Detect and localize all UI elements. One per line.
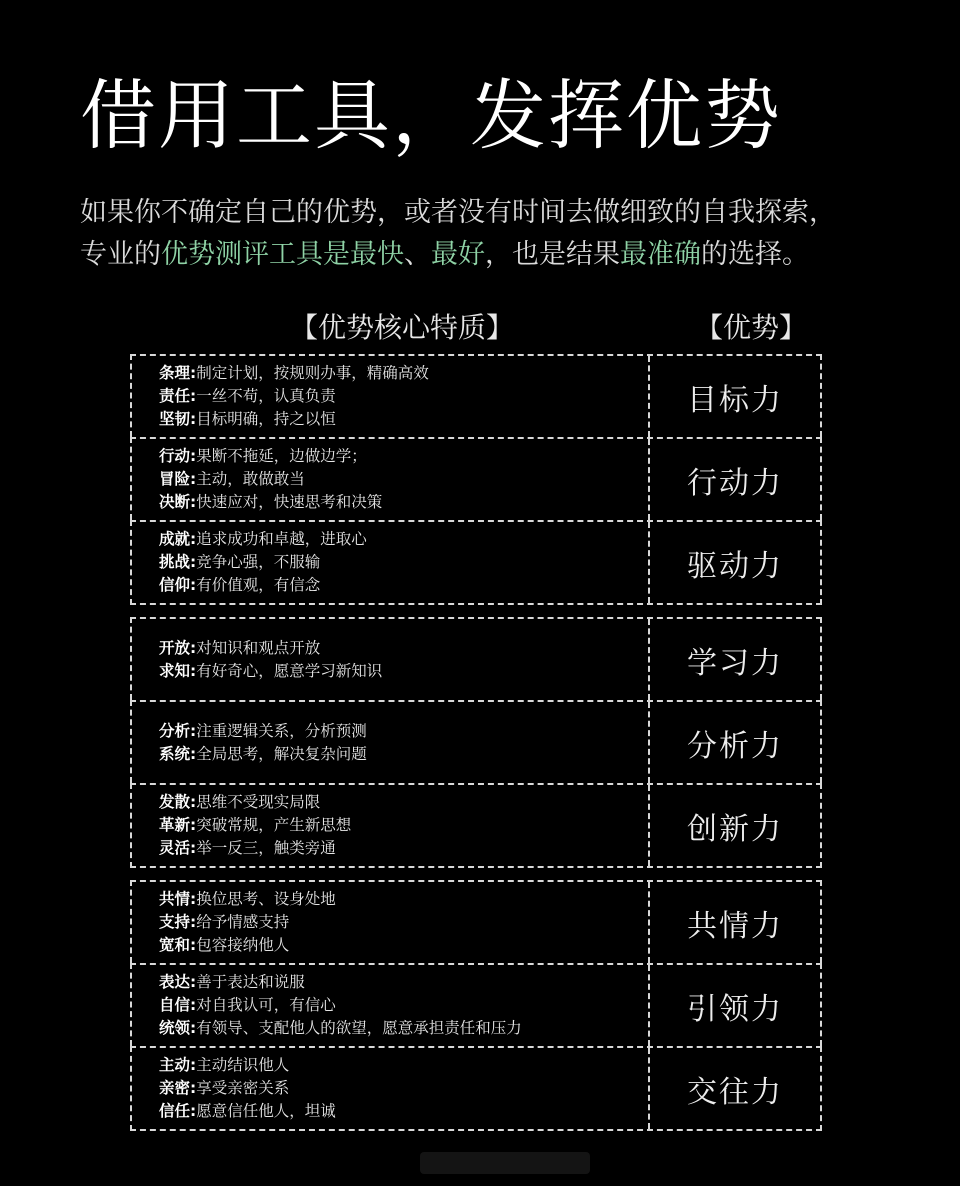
trait-description: 有领导、支配他人的欲望，愿意承担责任和压力 [196,1019,522,1037]
trait-description: 果断不拖延，边做边学； [196,447,367,465]
trait-line [159,528,648,551]
trait-description: 制定计划，按规则办事，精确高效 [196,364,429,382]
trait-colon: : [190,744,197,763]
table-row [130,437,822,520]
trait-colon: : [190,913,197,931]
trait-line [159,660,648,683]
trait-line [159,814,648,837]
table-row [130,520,822,605]
trait-line [159,468,648,491]
trait-key: 责任 [159,387,191,405]
trait-line [159,994,648,1017]
table-row [130,963,822,1046]
strength-group [130,617,822,868]
traits-cell [132,965,650,1046]
trait-line [159,408,648,431]
trait-key: 亲密 [159,1079,191,1097]
watermark [420,1152,590,1174]
trait-colon: : [190,1056,197,1074]
trait-colon: : [190,721,197,740]
trait-line [159,1100,648,1123]
trait-colon: : [190,973,197,991]
trait-description: 主动结识他人 [196,1056,290,1074]
trait-colon: : [190,470,197,488]
strength-label: 创新力 [687,811,783,847]
trait-colon: : [190,493,197,511]
table-row [130,783,822,868]
trait-key: 支持 [159,913,191,931]
strength-group [130,880,822,1131]
trait-colon: : [190,1102,197,1120]
trait-line [159,743,648,766]
traits-cell [132,439,650,520]
trait-line [159,837,648,860]
trait-colon: : [190,530,197,548]
traits-cell [132,619,650,700]
strength-label: 学习力 [687,645,783,681]
trait-key: 统领 [159,1019,191,1037]
trait-colon: : [190,816,197,834]
trait-description: 注重逻辑关系，分析预测 [196,721,367,740]
trait-line [159,1017,648,1040]
trait-description: 全局思考，解决复杂问题 [196,744,367,763]
strength-group [130,354,822,605]
traits-column-header: 【优势核心特质】 [290,311,515,344]
trait-description: 快速应对，快速思考和决策 [196,493,383,511]
traits-cell [132,1048,650,1129]
table-row [130,700,822,783]
trait-description: 包容接纳他人 [196,936,290,954]
trait-line [159,911,648,934]
trait-description: 有好奇心，愿意学习新知识 [196,661,383,680]
trait-description: 对知识和观点开放 [196,638,321,657]
page-title: 借用工具，发挥优势 [80,71,782,160]
trait-key: 挑战 [159,553,191,571]
trait-key: 坚韧 [159,410,191,428]
trait-description: 换位思考、设身处地 [196,890,336,908]
trait-line [159,385,648,408]
trait-description: 主动，敢做敢当 [196,470,305,488]
trait-line [159,1054,648,1077]
trait-line [159,1077,648,1100]
trait-description: 享受亲密关系 [196,1079,290,1097]
trait-colon: : [190,890,197,908]
strength-label: 共情力 [687,908,783,944]
strength-label: 交往力 [687,1074,783,1110]
trait-colon: : [190,839,197,857]
trait-description: 一丝不苟，认真负责 [196,387,336,405]
trait-colon: : [190,553,197,571]
trait-key: 行动 [159,447,191,465]
trait-description: 思维不受现实局限 [196,793,321,811]
trait-description: 举一反三，触类旁通 [196,839,336,857]
intro-highlight-text: 优势测评工具是最快 [161,239,404,270]
strength-label: 驱动力 [687,548,783,584]
trait-description: 竞争心强，不服输 [196,553,321,571]
trait-key: 信任 [159,1102,191,1120]
intro-line-2 [80,234,940,276]
traits-cell [132,522,650,603]
trait-colon: : [190,996,197,1014]
intro-text [80,192,940,276]
table-row [130,617,822,700]
trait-colon: : [190,661,197,680]
trait-colon: : [190,1079,197,1097]
trait-line [159,637,648,660]
trait-line [159,971,648,994]
trait-key: 开放 [159,638,191,657]
strength-label: 引领力 [687,991,783,1027]
trait-description: 有价值观，有信念 [196,576,321,594]
trait-description: 突破常规，产生新思想 [196,816,352,834]
trait-line [159,362,648,385]
trait-key: 成就 [159,530,191,548]
trait-colon: : [190,793,197,811]
trait-key: 革新 [159,816,191,834]
trait-description: 给予情感支持 [196,913,290,931]
strength-label: 分析力 [687,728,783,764]
table-row [130,354,822,437]
traits-cell [132,785,650,866]
trait-key: 灵活 [159,839,191,857]
intro-text-segment: 专业的 [80,239,161,270]
trait-key: 共情 [159,890,191,908]
trait-line [159,491,648,514]
trait-key: 条理 [159,364,191,382]
trait-description: 善于表达和说服 [196,973,305,991]
intro-highlight-text: 最准确 [620,239,701,270]
trait-colon: : [190,410,197,428]
trait-description: 追求成功和卓越，进取心 [196,530,367,548]
trait-key: 决断 [159,493,191,511]
trait-description: 目标明确，持之以恒 [196,410,336,428]
intro-highlight-text: 最好 [431,239,485,270]
trait-key: 主动 [159,1056,191,1074]
trait-colon: : [190,387,197,405]
trait-key: 冒险 [159,470,191,488]
trait-line [159,551,648,574]
strengths-table [130,354,822,1143]
traits-cell [132,882,650,963]
trait-key: 系统 [159,744,191,763]
table-row [130,880,822,963]
trait-line [159,888,648,911]
intro-text-segment: 的选择。 [701,239,809,270]
traits-cell [132,702,650,783]
trait-colon: : [190,364,197,382]
trait-colon: : [190,576,197,594]
trait-key: 求知 [159,661,191,680]
trait-description: 愿意信任他人，坦诚 [196,1102,336,1120]
trait-colon: : [190,1019,197,1037]
traits-cell [132,356,650,437]
trait-description: 对自我认可，有信心 [196,996,336,1014]
trait-line [159,574,648,597]
strength-label: 行动力 [687,465,783,501]
trait-colon: : [190,936,197,954]
trait-line [159,720,648,743]
trait-key: 自信 [159,996,191,1014]
intro-line-1: 如果你不确定自己的优势，或者没有时间去做细致的自我探索， [80,197,836,228]
trait-line [159,791,648,814]
table-row [130,1046,822,1131]
trait-key: 分析 [159,721,191,740]
trait-line [159,934,648,957]
trait-key: 信仰 [159,576,191,594]
strength-column-header: 【优势】 [695,311,808,344]
intro-text-segment: ，也是结果 [485,239,620,270]
strength-label: 目标力 [687,382,783,418]
intro-text-segment: 、 [404,239,431,270]
trait-line [159,445,648,468]
trait-key: 宽和 [159,936,191,954]
trait-key: 发散 [159,793,191,811]
trait-key: 表达 [159,973,191,991]
trait-colon: : [190,447,197,465]
trait-colon: : [190,638,197,657]
